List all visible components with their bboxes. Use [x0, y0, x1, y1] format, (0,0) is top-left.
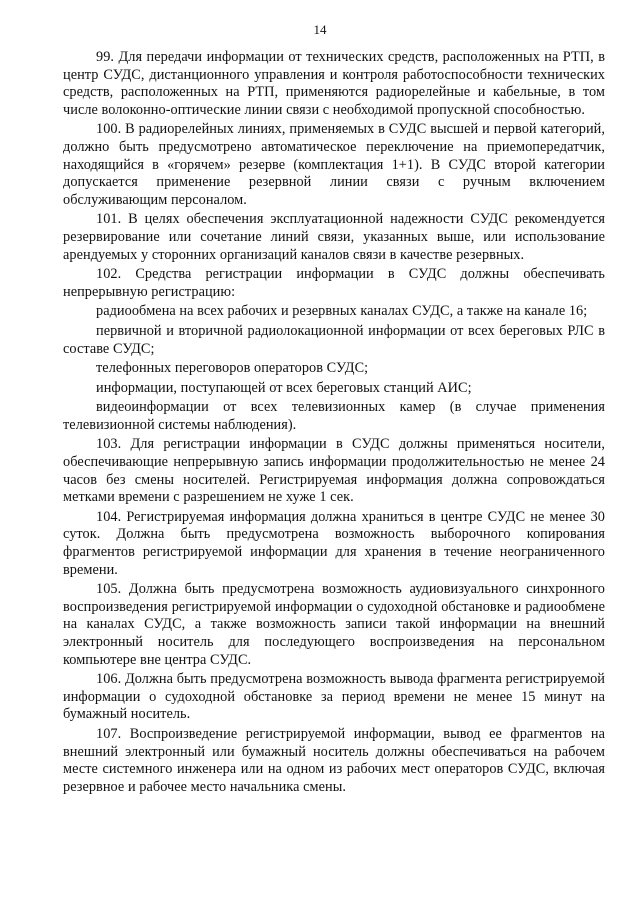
paragraph-100: 100. В радиорелейных линиях, применяемых в СУДС высшей и первой категорий, должно быть предусмотрено автоматическое переключение на приемопередатчик, находящийся в «горячем» резерве (комплектация 1+1). В СУДС второй категории допускается применение резервной линии связи с ручным включением обслуживающим персоналом.: [63, 121, 605, 208]
document-body: [63, 49, 605, 796]
page-number: 14: [313, 22, 327, 37]
list-item-video-info: видеоинформации от всех телевизионных камер (в случае применения телевизионной системы наблюдения).: [63, 399, 605, 433]
list-item-phone-calls: телефонных переговоров операторов СУДС;: [96, 360, 369, 377]
paragraph-106: 106. Должна быть предусмотрена возможность вывода фрагмента регистрируемой информации о судоходной обстановке за период времени не менее 15 минут на бумажный носитель.: [63, 671, 605, 723]
list-item-radio-exchange: радиообмена на всех рабочих и резервных каналах СУДС, а также на канале 16;: [96, 303, 588, 320]
paragraph-101: 101. В целях обеспечения эксплуатационной надежности СУДС рекомендуется резервирование или сочетание линий связи, указанных выше, или использование арендуемых у сторонних организаций каналов связи в качестве резервных.: [63, 211, 605, 263]
paragraph-105: 105. Должна быть предусмотрена возможность аудиовизуального синхронного воспроизведения регистрируемой информации о судоходной обстановке и радиообмене на каналах СУДС, а также возможность записи такой информации на внешний электронный носитель для последующего воспроизведения на персональном компьютере вне центра СУДС.: [63, 581, 605, 668]
paragraph-102: 102. Средства регистрации информации в СУДС должны обеспечивать непрерывную регистрацию:: [63, 266, 605, 300]
list-item-ais-info: информации, поступающей от всех береговых станций АИС;: [96, 379, 472, 396]
paragraph-104: 104. Регистрируемая информация должна храниться в центре СУДС не менее 30 суток. Должна быть предусмотрена возможность выборочного копирования фрагментов регистрируемой информации для хранения в течение неограниченного времени.: [63, 508, 605, 578]
paragraph-103: 103. Для регистрации информации в СУДС должны применяться носители, обеспечивающие непрерывную запись информации продолжительностью не менее 24 часов без смены носителей. Регистрируемая информация должна сопровождаться метками времени с разрешением не хуже 1 сек.: [63, 436, 605, 506]
paragraph-99: 99. Для передачи информации от технических средств, расположенных на РТП, в центр СУДС, дистанционного управления и контроля работоспособности технических средств, расположенных на РТП, применяются радиорелейные и кабельные, в том числе волоконно-оптические линии связи с необходимой пропускной способностью.: [63, 49, 605, 118]
list-item-radar-info: первичной и вторичной радиолокационной информации от всех береговых РЛС в составе СУДС;: [63, 322, 605, 357]
paragraph-107: 107. Воспроизведение регистрируемой информации, вывод ее фрагментов на внешний электронный или бумажный носитель должны обеспечиваться на рабочем месте системного инженера или на одном из рабочих мест операторов СУДС, включая резервное и рабочее место начальника смены.: [63, 725, 605, 795]
